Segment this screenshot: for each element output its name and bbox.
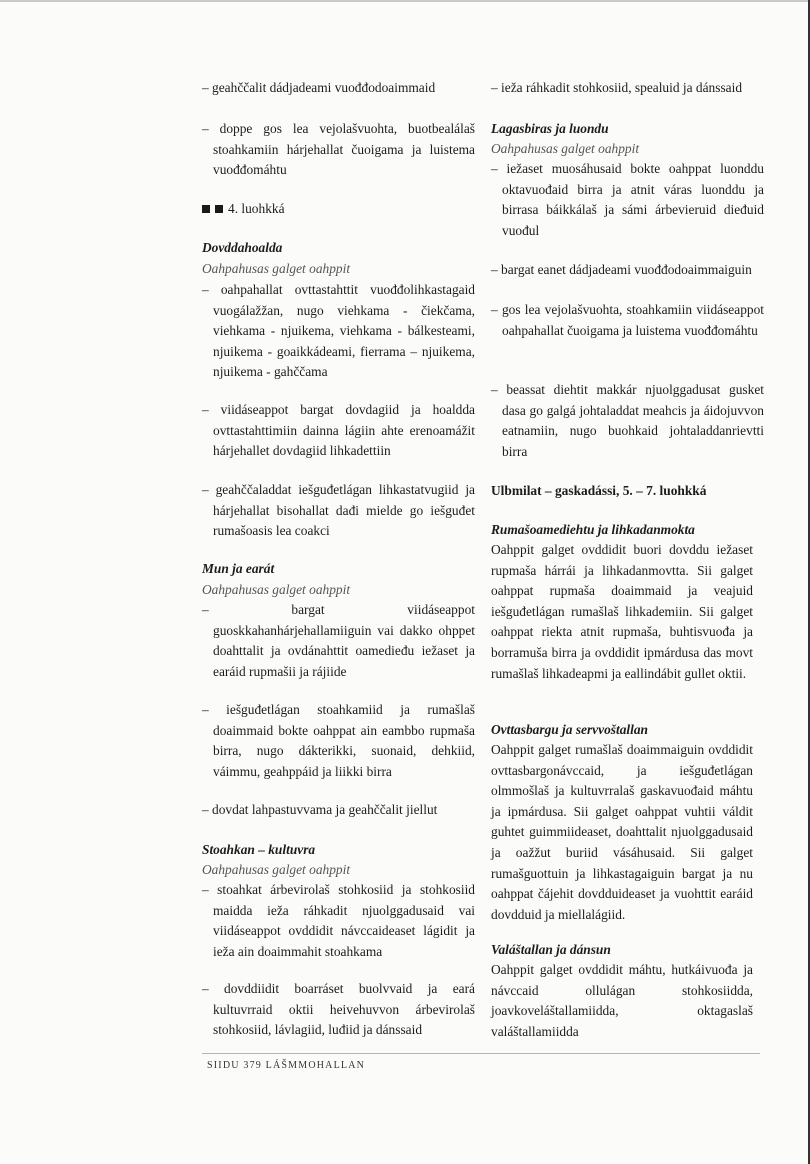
page-footer: SIIDU 379 LÁŠMMOHALLAN (207, 1060, 366, 1071)
footer-rule (202, 1053, 760, 1054)
subheading: Oahpahusas galget oahppit (202, 261, 351, 276)
list-item: – dovdat lahpastuvvama ja geahččalit jiellut (202, 802, 438, 817)
list-item: – bargat viidáseappot guoskkahanhárjehallamiiguin vai dakko ohppet doahttalit ja ovdánahttit oamedieđu iežaset ja earáid rupmašii ja rájiide (202, 602, 475, 679)
section-heading: Ulbmilat – gaskadássi, 5. – 7. luohkká (491, 483, 707, 498)
list-item: – gos lea vejolašvuohta, stoahkamiin viidáseappot oahpahallat čuoigama ja luistema vuođđomáhtu (491, 302, 764, 338)
heading-lagasbiras: Lagasbiras ja luondu (491, 121, 609, 136)
heading-valastallan: Valáštallan ja dánsun (491, 942, 611, 957)
subheading: Oahpahusas galget oahppit (202, 862, 351, 877)
paragraph: Oahppit galget ovddidit máhtu, hutkáivuođa ja návccaid ollulágan stohkosiidda, joavkoveláštallamiidda, oktagaslaš valáštallamiidda (491, 962, 753, 1039)
square-bullet-icon (215, 205, 223, 213)
heading-ovttasbargu: Ovttasbargu ja servvoštallan (491, 722, 648, 737)
list-item: – iešguđetlágan stoahkamiid ja rumašlaš doaimmaid bokte oahppat ain eambbo rupmaša birra, nugo dákterikki, suonaid, dehkiid, váimmu, geahppáid ja liikki birra (202, 702, 475, 779)
heading-stoahkan: Stoahkan – kultuvra (202, 842, 316, 857)
lesson-heading-4 (202, 199, 464, 220)
list-item: – stoahkat árbevirolaš stohkosiid ja stohkosiid maidda ieža ráhkadit njuolggadusaid vai viidáseappot ovddidit návccaideaset lágidit ja ieža ain doaimmahit stoahkama (202, 882, 475, 959)
list-item: – beassat diehtit makkár njuolggadusat gusket dasa go galgá johtaladdat meahcis ja áidojuvvon eatnamiin, nugo buohkaid johtaladdanrievtti birra (491, 382, 764, 459)
heading-dovddahoalda: Dovddahoalda (202, 240, 283, 255)
list-item: – bargat eanet dádjadeami vuođđodoaimmaiguin (491, 262, 752, 277)
square-bullet-icon (202, 205, 210, 213)
paragraph-cuoigan: – doppe gos lea vejolašvuohta, buotbealálaš stoahkamiin hárjehallat čuoigama ja luistema vuođđomáhtu (202, 121, 475, 178)
list-item: – geahččaladdat iešguđetlágan lihkastatvugiid ja hárjehallat bisohallat dađi mielde go iešguđet rumašoasis lea coakci (202, 482, 475, 539)
list-item: – oahpahallat ovttastahttit vuođđolihkastagaid vuogálažžan, nugo viehkama - čiekčama, viehkama - njuikema, viehkama - bálkesteami, njuikema - goaikkádeami, fierrama – njuikema, njuikema - gahččama (202, 282, 475, 380)
list-item: – dovddiidit boarráset buolvvaid ja eará kultuvrraid oktii heivehuvvon árbevirolaš stohkosiid, lávlagiid, luđiid ja dánssaid (202, 981, 475, 1038)
list-item: – iežaset muosáhusaid bokte oahppat luonddu oktavuođaid birra ja atnit váras luonddu ja birrasa báikkálaš ja sámi árbevieruid dieđuid vuođul (491, 161, 764, 238)
paragraph: Oahppit galget rumašlaš doaimmaiguin ovddidit ovttasbargonávccaid, ja iešguđetlágan olmmošlaš ja kultuvrralaš gaskavuođaid máhtu ja ipmárdusa. Sii galget oahppat vuhtii váldit guhtet guimmiideaset, doahttalit njuolggadusaid ja oažžut buriid vásáhusaid. Sii galget rumašguottuin ja lihkastagaiguin bargat ja nu oahppat čájehit dovdduideaset ja vuohttit earáid dovdduid ja miellalágiid. (491, 742, 753, 922)
heading-rumasoamediehtu: Rumašoamediehtu ja lihkadanmokta (491, 522, 695, 537)
subheading: Oahpahusas galget oahppit (202, 582, 351, 597)
heading-mun-ja-earat: Mun ja earát (202, 561, 275, 576)
paragraph-dadjadeapmi: – geahččalit dádjadeami vuođđodoaimmaid (202, 80, 436, 95)
lesson-label: 4. luohkká (228, 201, 285, 216)
subheading: Oahpahusas galget oahppit (491, 141, 640, 156)
top-border (0, 0, 810, 2)
list-item: – viidáseappot bargat dovdagiid ja hoaldda ovttastahttimiin dainna lágiin ahte erenoamážit hárjehallet dovdagiid lihkadettiin (202, 402, 475, 459)
paragraph: Oahppit galget ovddidit buori dovddu iežaset rupmaša hárrái ja lihkadanmovtta. Sii galget oahppat rupmaša doaimmaid ja veajuid iešguđetlágan rumašlaš lihkademiin. Sii galget oahppat riekta atnit rupmaša, buhtisvuođa ja borramuša birra ja ovddidit ipmárdusa das movt rumašlaš lihkadeapmi ja eallindábit gullet oktii. (491, 542, 753, 681)
list-item: – ieža ráhkadit stohkosiid, spealuid ja dánssaid (491, 80, 743, 95)
